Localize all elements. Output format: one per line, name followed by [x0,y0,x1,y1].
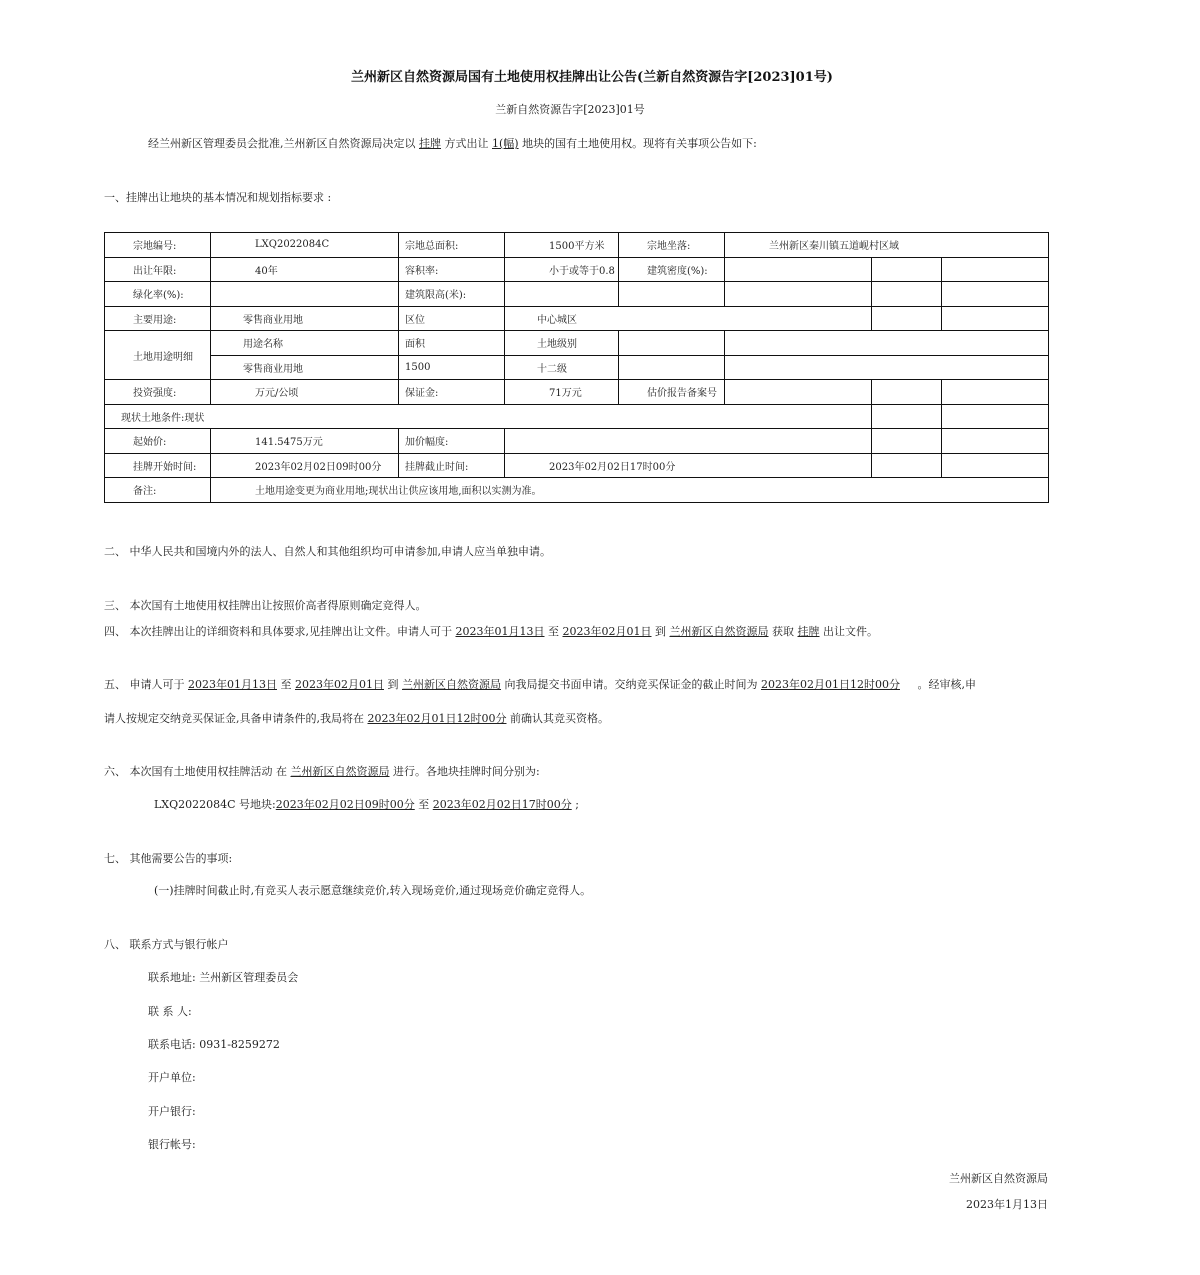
table-cell: 土地用途变更为商业用地;现状出让供应该用地,面积以实测为准。 [211,478,1049,503]
table-cell: 零售商业用地 [211,355,399,380]
table-row [105,478,1049,503]
section5-date: 2023年02月01日12时00分 [367,712,507,725]
table-row [105,404,1049,429]
table-cell [872,306,942,331]
table-cell [725,282,872,307]
table-cell: LXQ2022084C [211,233,399,258]
table-cell [942,257,1049,282]
section4 [104,623,878,639]
section5-date: 2023年01月13日 [188,678,277,691]
table-row [105,355,1049,380]
table-cell [872,380,942,405]
table-cell [619,355,725,380]
section6 [104,763,540,779]
table-cell: 投资强度: [105,380,211,405]
table-cell [725,331,1049,356]
table-cell: 现状土地条件:现状 [105,404,872,429]
section7-item: (一)挂牌时间截止时,有竞买人表示愿意继续竞价,转入现场竞价,通过现场竞价确定竞得人。 [154,884,592,897]
table-cell: 宗地坐落: [619,233,725,258]
intro-text: 经兰州新区管理委员会批准,兰州新区自然资源局决定以 [148,137,416,150]
section4-date: 2023年01月13日 [455,625,545,638]
table-cell: 保证金: [399,380,505,405]
table-cell: 71万元 [505,380,619,405]
section6-schedule [154,796,579,812]
table-row [105,282,1049,307]
table-cell [725,355,1049,380]
table-cell: 绿化率(%): [105,282,211,307]
section4-text: 至 [548,625,559,638]
account-number: 银行帐号: [148,1138,196,1151]
table-cell: 主要用途: [105,306,211,331]
table-cell [505,282,619,307]
table-cell: 起始价: [105,429,211,454]
table-cell: 容积率: [399,257,505,282]
table-cell: 40年 [211,257,399,282]
table-cell: 1500平方米 [505,233,619,258]
document-number: 兰新自然资源告字[2023]01号 [495,103,645,116]
table-cell: 小于或等于0.8 [505,257,619,282]
intro-paragraph [148,135,757,151]
table-cell: 用途名称 [211,331,399,356]
section8-heading: 八、 联系方式与银行帐户 [104,938,229,951]
table-row [105,380,1049,405]
table-row [105,233,1049,258]
section3: 三、 本次国有土地使用权挂牌出让按照价高者得原则确定竞得人。 [104,599,427,612]
table-cell: 中心城区 [505,306,872,331]
section4-text: 到 [655,625,666,638]
section6-text: 在 [276,765,287,778]
section6-parcel: LXQ2022084C 号地块: [154,798,276,811]
table-cell [725,380,872,405]
table-cell [942,453,1049,478]
contact-person: 联 系 人: [148,1005,192,1018]
section6-end: 2023年02月02日17时00分 [432,798,572,811]
section6-start: 2023年02月02日09时00分 [275,798,415,811]
table-cell: 区位 [399,306,505,331]
section7-heading: 七、 其他需要公告的事项: [104,852,233,865]
table-cell [872,257,942,282]
section5-text: 。经审核,申 [917,678,976,691]
table-cell [942,404,1049,429]
section4-method: 挂牌 [797,625,820,638]
table-cell: 面积 [399,331,505,356]
section5-text: 向我局提交书面申请。交纳竞买保证金的截止时间为 [504,678,758,691]
table-cell [942,429,1049,454]
table-cell [872,404,942,429]
table-cell: 2023年02月02日09时00分 [211,453,399,478]
table-cell: 估价报告备案号 [619,380,725,405]
table-row [105,331,1049,356]
section5-text: 五、 申请人可于 [104,678,185,691]
section5-text: 前确认其竞买资格。 [509,712,609,725]
section6-org: 兰州新区自然资源局 [290,765,390,778]
parcel-table [104,232,1049,503]
section4-text: 出让文件。 [823,625,878,638]
table-cell [505,429,872,454]
table-cell: 建筑限高(米): [399,282,505,307]
contact-phone: 联系电话: 0931-8259272 [148,1038,280,1051]
intro-method: 挂牌 [419,137,441,150]
section5-text: 请人按规定交纳竞买保证金,具备申请条件的,我局将在 [104,712,364,725]
section5-line1 [104,676,976,692]
table-cell [872,429,942,454]
section4-text: 获取 [772,625,794,638]
table-cell: 141.5475万元 [211,429,399,454]
table-cell [942,380,1049,405]
table-cell: 2023年02月02日17时00分 [505,453,872,478]
section4-date: 2023年02月01日 [562,625,652,638]
section4-org: 兰州新区自然资源局 [669,625,769,638]
section5-date: 2023年02月01日 [295,678,384,691]
section5-line2 [104,710,609,726]
section5-text: 到 [387,678,399,691]
section5-org: 兰州新区自然资源局 [402,678,501,691]
table-row [105,453,1049,478]
table-cell: 加价幅度: [399,429,505,454]
table-cell [211,282,399,307]
table-cell [619,331,725,356]
intro-text: 方式出让 [444,137,489,150]
signature-org: 兰州新区自然资源局 [949,1172,1048,1185]
table-row [105,257,1049,282]
table-cell: 兰州新区秦川镇五道岘村区域 [725,233,1049,258]
table-cell: 零售商业用地 [211,306,399,331]
contact-address: 联系地址: 兰州新区管理委员会 [148,971,299,984]
section6-text: ; [575,798,579,811]
table-row [105,306,1049,331]
page-title: 兰州新区自然资源局国有土地使用权挂牌出让公告(兰新自然资源告字[2023]01号) [351,70,833,85]
account-bank: 开户银行: [148,1105,196,1118]
table-cell: 宗地编号: [105,233,211,258]
section1-heading: 一、挂牌出让地块的基本情况和规划指标要求 : [104,191,332,204]
section6-text: 六、 本次国有土地使用权挂牌活动 [104,765,273,778]
table-cell: 建筑密度(%): [619,257,725,282]
table-cell: 出让年限: [105,257,211,282]
table-cell [619,282,725,307]
table-cell: 挂牌开始时间: [105,453,211,478]
section5-text: 至 [280,678,292,691]
table-cell: 十二级 [505,355,619,380]
table-cell [942,306,1049,331]
section5-deadline: 2023年02月01日12时00分 [761,678,900,691]
table-cell: 土地级别 [505,331,619,356]
table-cell [872,282,942,307]
intro-count: 1(幅) [492,137,519,150]
table-cell: 1500 [399,355,505,380]
table-row [105,429,1049,454]
section6-text: 进行。各地块挂牌时间分别为: [393,765,540,778]
table-cell: 万元/公顷 [211,380,399,405]
table-cell [872,453,942,478]
table-cell: 土地用途明细 [105,331,211,380]
account-unit: 开户单位: [148,1071,196,1084]
section2: 二、 中华人民共和国境内外的法人、自然人和其他组织均可申请参加,申请人应当单独申请。 [104,545,551,558]
section6-text: 至 [418,798,430,811]
table-cell [725,257,872,282]
table-cell [942,282,1049,307]
intro-text: 地块的国有土地使用权。现将有关事项公告如下: [522,137,757,150]
table-cell: 挂牌截止时间: [399,453,505,478]
table-cell: 宗地总面积: [399,233,505,258]
table-cell: 备注: [105,478,211,503]
section4-text: 四、 本次挂牌出让的详细资料和具体要求,见挂牌出让文件。申请人可于 [104,625,452,638]
signature-date: 2023年1月13日 [966,1198,1048,1211]
